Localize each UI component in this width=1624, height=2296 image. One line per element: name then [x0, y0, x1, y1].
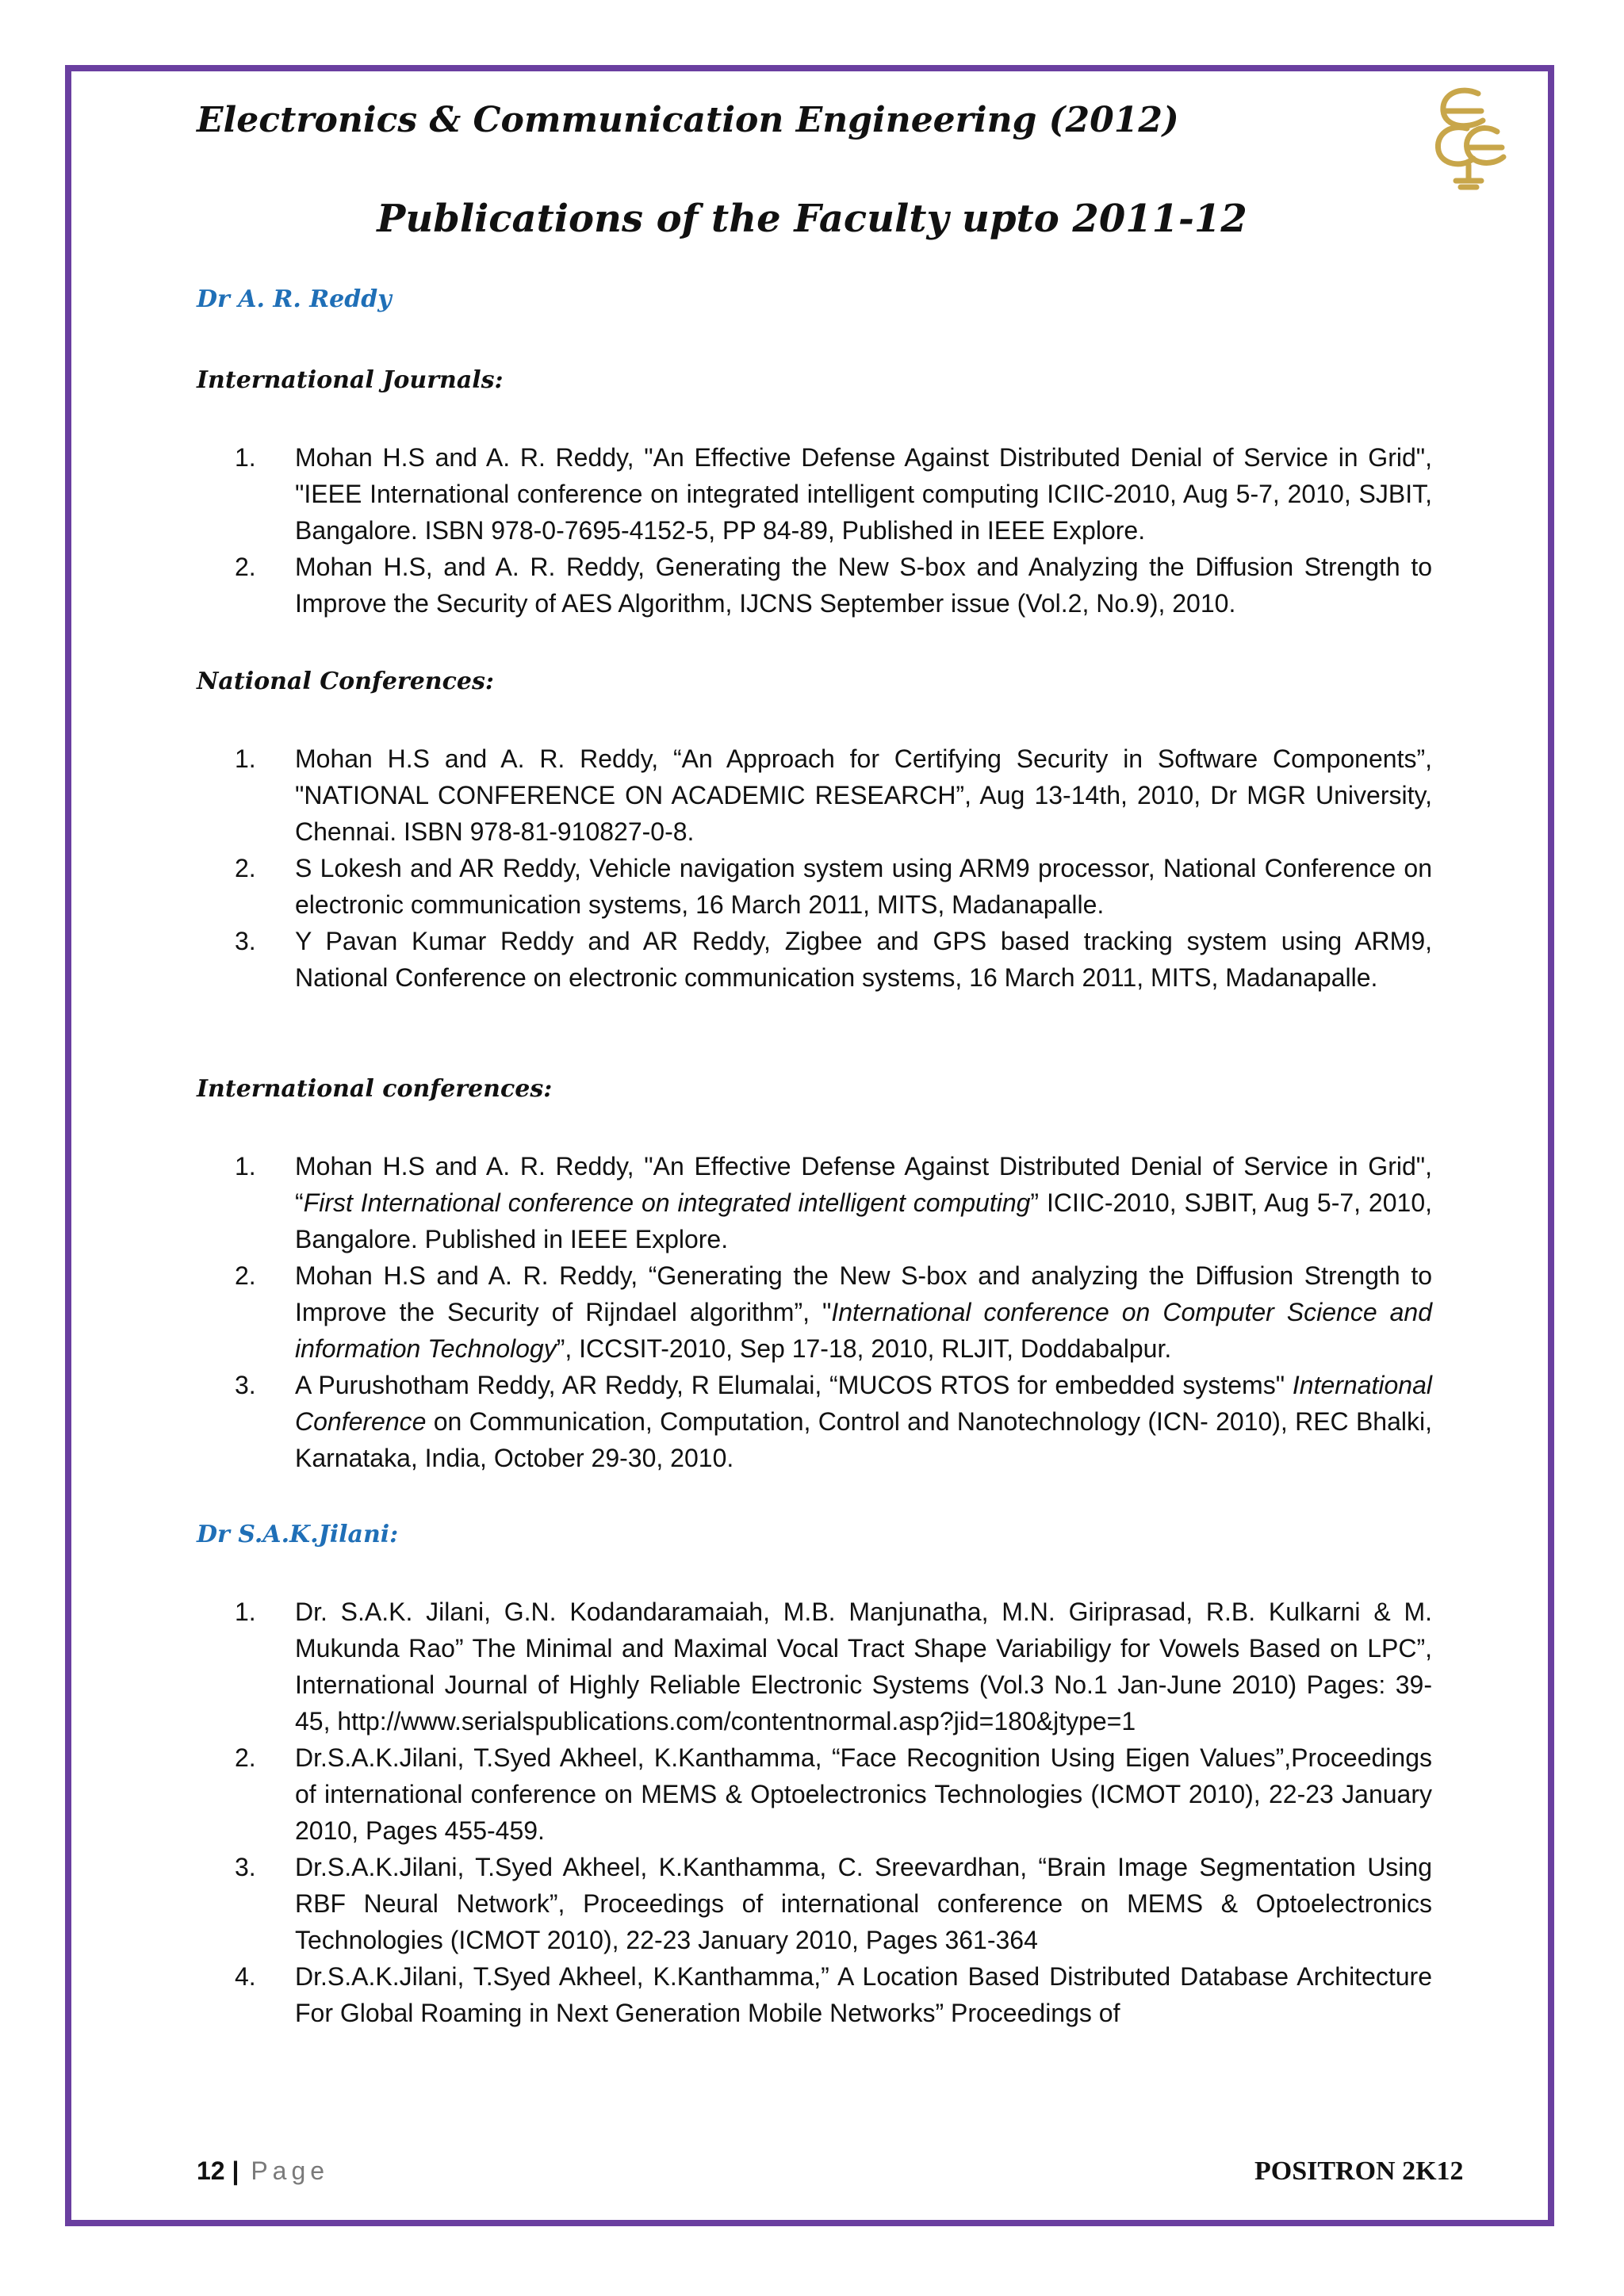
item-number: 3.	[235, 927, 256, 955]
list-item	[235, 1849, 1432, 1958]
document-title: Publications of the Faculty upto 2011-12	[377, 197, 1247, 241]
item-text: Dr. S.A.K. Jilani, G.N. Kodandaramaiah, M.B. Manjunatha, M.N. Giriprasad, R.B. Kulkarni & M. Mukunda Rao” The Minimal and Maximal Vocal Tract Shape Variabiligy for Vowels Based on LPC”, International Journal of Highly Reliable Electronic Systems (Vol.3 No.1 Jan-June 2010) Pages: 39-45, http://www.serialspublications.com/contentnormal.asp?jid=180&jtype=1	[295, 1598, 1432, 1735]
header-title: Electronics & Communication Engineering (2012)	[197, 100, 1179, 140]
section-heading-international-conferences: International conferences:	[197, 1075, 553, 1103]
item-text: A Purushotham Reddy, AR Reddy, R Elumalai, “MUCOS RTOS for embedded systems" International Conference on Communication, Computation, Control and Nanotechnology (ICN- 2010), REC Bhalki, Karnataka, India, October 29-30, 2010.	[295, 1371, 1432, 1472]
footer-page-number	[197, 2156, 329, 2186]
item-number: 4.	[235, 1962, 256, 1991]
item-text: Mohan H.S and A. R. Reddy, "An Effective Defense Against Distributed Denial of Service in Grid", “First International conference on integrated intelligent computing” ICIIC-2010, SJBIT, Aug 5-7, 2010, Bangalore. Published in IEEE Explore.	[295, 1152, 1433, 1253]
list-item	[235, 1367, 1432, 1476]
item-number: 2.	[235, 854, 256, 882]
list-item	[235, 1148, 1432, 1257]
list-item	[235, 1594, 1432, 1739]
section-heading-national-conferences: National Conferences:	[197, 668, 494, 695]
list-item	[235, 1739, 1432, 1849]
page-label: Page	[251, 2156, 330, 2185]
person-heading-jilani: Dr S.A.K.Jilani:	[197, 1521, 399, 1548]
item-number: 3.	[235, 1853, 256, 1881]
item-text: S Lokesh and AR Reddy, Vehicle navigation system using ARM9 processor, National Conference on electronic communication systems, 16 March 2011, MITS, Madanapalle.	[295, 854, 1432, 919]
person-heading-reddy: Dr A. R. Reddy	[197, 285, 392, 313]
list-national-conferences	[235, 740, 1432, 996]
item-number: 1.	[235, 1152, 256, 1181]
list-item	[235, 850, 1432, 923]
list-international-journals	[235, 439, 1432, 622]
list-item	[235, 923, 1432, 996]
item-text: Dr.S.A.K.Jilani, T.Syed Akheel, K.Kanthamma, C. Sreevardhan, “Brain Image Segmentation Using RBF Neural Network”, Proceedings of international conference on MEMS & Optoelectronics Technologies (ICMOT 2010), 22-23 January 2010, Pages 361-364	[295, 1853, 1432, 1954]
item-text: Dr.S.A.K.Jilani, T.Syed Akheel, K.Kanthamma, “Face Recognition Using Eigen Values”,Proceedings of international conference on MEMS & Optoelectronics Technologies (ICMOT 2010), 22-23 January 2010, Pages 455-459.	[295, 1743, 1432, 1845]
item-text: Dr.S.A.K.Jilani, T.Syed Akheel, K.Kanthamma,” A Location Based Distributed Database Architecture For Global Roaming in Next Generation Mobile Networks” Proceedings of	[295, 1962, 1432, 2027]
ece-logo-icon	[1421, 82, 1516, 193]
list-jilani-publications	[235, 1594, 1432, 2031]
list-international-conferences	[235, 1148, 1432, 1476]
list-item	[235, 1257, 1432, 1367]
item-text: Mohan H.S and A. R. Reddy, "An Effective Defense Against Distributed Denial of Service in Grid", "IEEE International conference on integrated intelligent computing ICIIC-2010, Aug 5-7, 2010, SJBIT, Bangalore. ISBN 978-0-7695-4152-5, PP 84-89, Published in IEEE Explore.	[295, 443, 1432, 545]
item-number: 1.	[235, 1598, 256, 1626]
list-item	[235, 439, 1432, 549]
item-number: 3.	[235, 1371, 256, 1399]
footer-positron: POSITRON 2K12	[1254, 2156, 1464, 2186]
item-text: Y Pavan Kumar Reddy and AR Reddy, Zigbee and GPS based tracking system using ARM9, National Conference on electronic communication systems, 16 March 2011, MITS, Madanapalle.	[295, 927, 1432, 992]
list-item	[235, 1958, 1432, 2031]
list-item	[235, 740, 1432, 850]
item-number: 2.	[235, 1261, 256, 1290]
item-number: 2.	[235, 553, 256, 581]
item-text: Mohan H.S and A. R. Reddy, “An Approach for Certifying Security in Software Components”, "NATIONAL CONFERENCE ON ACADEMIC RESEARCH”, Aug 13-14th, 2010, Dr MGR University, Chennai. ISBN 978-81-910827-0-8.	[295, 744, 1432, 846]
section-heading-international-journals: International Journals:	[197, 366, 504, 394]
item-text: Mohan H.S, and A. R. Reddy, Generating the New S-box and Analyzing the Diffusion Strength to Improve the Security of AES Algorithm, IJCNS September issue (Vol.2, No.9), 2010.	[295, 553, 1432, 618]
item-number: 1.	[235, 443, 256, 472]
item-number: 1.	[235, 744, 256, 773]
list-item	[235, 549, 1432, 622]
item-text: Mohan H.S and A. R. Reddy, “Generating the New S-box and analyzing the Diffusion Strength to Improve the Security of Rijndael algorithm”, "International conference on Computer Science and information Technology”, ICCSIT-2010, Sep 17-18, 2010, RLJIT, Doddabalpur.	[295, 1261, 1433, 1363]
page-number: 12 |	[197, 2156, 239, 2185]
item-number: 2.	[235, 1743, 256, 1772]
